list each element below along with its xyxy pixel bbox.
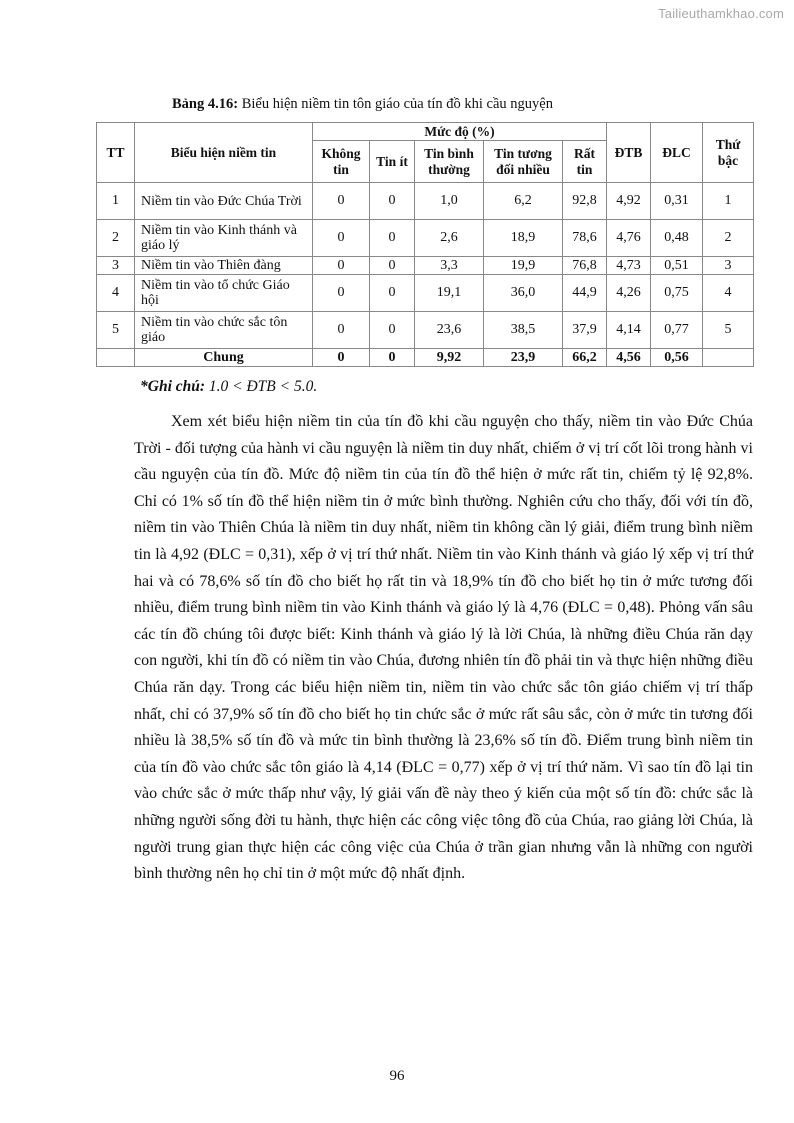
cell-label: Niềm tin vào Thiên đàng — [135, 257, 313, 275]
cell-tt — [97, 349, 135, 367]
cell-binh-thuong: 19,1 — [415, 275, 484, 312]
cell-label: Niềm tin vào Đức Chúa Trời — [135, 183, 313, 220]
cell-rat-tin: 66,2 — [563, 349, 607, 367]
body-paragraph: Xem xét biểu hiện niềm tin của tín đồ khi cầu nguyện cho thấy, niềm tin vào Đức Chúa Trời - đối tượng của hành vi cầu nguyện là niềm tin duy nhất, chiếm ở vị trí cốt lõi trong hành vi cầu nguyện của tín đồ. Mức độ niềm tin của tín đồ thể hiện ở mức rất tin, chiếm tỷ lệ 92,8%. Chỉ có 1% số tín đồ thể hiện niềm tin ở mức bình thường. Nghiên cứu cho thấy, đối với tín đồ, niềm tin vào Thiên Chúa là niềm tin duy nhất, niềm tin không cần lý giải, điểm trung bình niềm tin là 4,92 (ĐLC = 0,31), xếp ở vị trí thứ nhất. Niềm tin vào Kinh thánh và giáo lý xếp vị trí thứ hai và có 78,6% số tín đồ cho biết họ rất tin và 18,9% tín đồ cho biết họ tin ở mức tương đối nhiều, điểm trung bình niềm tin vào Kinh thánh và giáo lý là 4,76 (ĐLC = 0,48). Phỏng vấn sâu các tín đồ chúng tôi được biết: Kinh thánh và giáo lý là lời Chúa, là những điều Chúa răn dạy con người, khi tín đồ có niềm tin vào Chúa, đương nhiên tín đồ phải tin và thực hiện những điều Chúa răn dạy. Trong các biểu hiện niềm tin, niềm tin vào chức sắc tôn giáo chiếm vị trí thấp nhất, chỉ có 37,9% số tín đồ cho biết họ tin chức sắc ở mức rất sâu sắc, còn ở mức tin tương đối nhiều là 38,5% số tín đồ và mức tin bình thường là 23,6% số tín đồ. Điểm trung bình niềm tin của tín đồ vào chức sắc tôn giáo là 4,14 (ĐLC = 0,77) xếp ở vị trí thứ năm. Vì sao tín đồ lại tin vào chức sắc ở mức thấp như vậy, lý giải vấn đề này theo ý kiến của một số tín đồ: chức sắc là những người sống đời tu hành, thực hiện các công việc tông đồ của Chúa, rao giảng lời Chúa, là người trung gian thực hiện các công việc của Chúa ở trần gian nhưng vẫn là những con người bình thường nên họ chỉ tin ở một mức độ nhất định. — [134, 413, 753, 883]
cell-label: Chung — [135, 349, 313, 367]
cell-dtb: 4,26 — [607, 275, 651, 312]
header-tin-it: Tin ít — [370, 141, 415, 183]
cell-dtb: 4,14 — [607, 312, 651, 349]
cell-tin-it: 0 — [370, 349, 415, 367]
header-dtb: ĐTB — [607, 123, 651, 183]
header-expression: Biểu hiện niềm tin — [135, 123, 313, 183]
cell-rat-tin: 92,8 — [563, 183, 607, 220]
cell-tuong-doi-nhieu: 6,2 — [484, 183, 563, 220]
cell-binh-thuong: 3,3 — [415, 257, 484, 275]
header-tt: TT — [97, 123, 135, 183]
cell-tin-it: 0 — [370, 183, 415, 220]
cell-dtb: 4,56 — [607, 349, 651, 367]
cell-tin-it: 0 — [370, 312, 415, 349]
cell-tin-it: 0 — [370, 220, 415, 257]
cell-rat-tin: 44,9 — [563, 275, 607, 312]
cell-tt: 2 — [97, 220, 135, 257]
body-text — [134, 409, 753, 888]
cell-dtb: 4,92 — [607, 183, 651, 220]
cell-dlc: 0,75 — [651, 275, 703, 312]
cell-rank: 3 — [703, 257, 754, 275]
cell-tuong-doi-nhieu: 18,9 — [484, 220, 563, 257]
cell-tt: 1 — [97, 183, 135, 220]
table-row — [97, 183, 754, 220]
cell-rat-tin: 78,6 — [563, 220, 607, 257]
cell-rat-tin: 37,9 — [563, 312, 607, 349]
cell-rank — [703, 349, 754, 367]
page-number: 96 — [389, 1068, 405, 1084]
cell-rank: 2 — [703, 220, 754, 257]
cell-khong-tin: 0 — [313, 257, 370, 275]
belief-table — [96, 122, 754, 367]
header-dlc: ĐLC — [651, 123, 703, 183]
cell-dlc: 0,31 — [651, 183, 703, 220]
table-note — [140, 378, 317, 396]
cell-khong-tin: 0 — [313, 275, 370, 312]
header-rat-tin: Rất tin — [563, 141, 607, 183]
cell-label: Niềm tin vào Kinh thánh và giáo lý — [135, 220, 313, 257]
cell-dlc: 0,48 — [651, 220, 703, 257]
cell-tt: 3 — [97, 257, 135, 275]
cell-tuong-doi-nhieu: 19,9 — [484, 257, 563, 275]
cell-tin-it: 0 — [370, 275, 415, 312]
table-row — [97, 275, 754, 312]
cell-tt: 4 — [97, 275, 135, 312]
cell-binh-thuong: 1,0 — [415, 183, 484, 220]
cell-khong-tin: 0 — [313, 312, 370, 349]
cell-tuong-doi-nhieu: 23,9 — [484, 349, 563, 367]
cell-rank: 4 — [703, 275, 754, 312]
cell-binh-thuong: 2,6 — [415, 220, 484, 257]
header-level-group: Mức độ (%) — [313, 123, 607, 141]
header-binh-thuong: Tin bình thường — [415, 141, 484, 183]
header-tuong-doi-nhieu: Tin tương đối nhiều — [484, 141, 563, 183]
cell-tin-it: 0 — [370, 257, 415, 275]
cell-dlc: 0,77 — [651, 312, 703, 349]
total-row — [97, 349, 754, 367]
cell-khong-tin: 0 — [313, 183, 370, 220]
table-row — [97, 220, 754, 257]
cell-dtb: 4,76 — [607, 220, 651, 257]
cell-rank: 5 — [703, 312, 754, 349]
table-caption — [172, 96, 553, 113]
cell-tuong-doi-nhieu: 38,5 — [484, 312, 563, 349]
header-row-1 — [97, 123, 754, 141]
cell-rank: 1 — [703, 183, 754, 220]
cell-tt: 5 — [97, 312, 135, 349]
cell-dtb: 4,73 — [607, 257, 651, 275]
watermark: Tailieuthamkhao.com — [658, 6, 784, 21]
cell-label: Niềm tin vào chức sắc tôn giáo — [135, 312, 313, 349]
table-row — [97, 257, 754, 275]
cell-rat-tin: 76,8 — [563, 257, 607, 275]
note-text: 1.0 < ĐTB < 5.0. — [205, 378, 318, 395]
header-rank: Thứ bậc — [703, 123, 754, 183]
cell-khong-tin: 0 — [313, 349, 370, 367]
cell-binh-thuong: 23,6 — [415, 312, 484, 349]
cell-dlc: 0,56 — [651, 349, 703, 367]
cell-tuong-doi-nhieu: 36,0 — [484, 275, 563, 312]
cell-binh-thuong: 9,92 — [415, 349, 484, 367]
cell-dlc: 0,51 — [651, 257, 703, 275]
caption-label: Bảng 4.16: — [172, 96, 239, 112]
caption-title: Biểu hiện niềm tin tôn giáo của tín đồ khi cầu nguyện — [238, 96, 553, 112]
cell-khong-tin: 0 — [313, 220, 370, 257]
header-khong-tin: Không tin — [313, 141, 370, 183]
cell-label: Niềm tin vào tổ chức Giáo hội — [135, 275, 313, 312]
note-label: *Ghi chú: — [140, 378, 206, 395]
table-row — [97, 312, 754, 349]
